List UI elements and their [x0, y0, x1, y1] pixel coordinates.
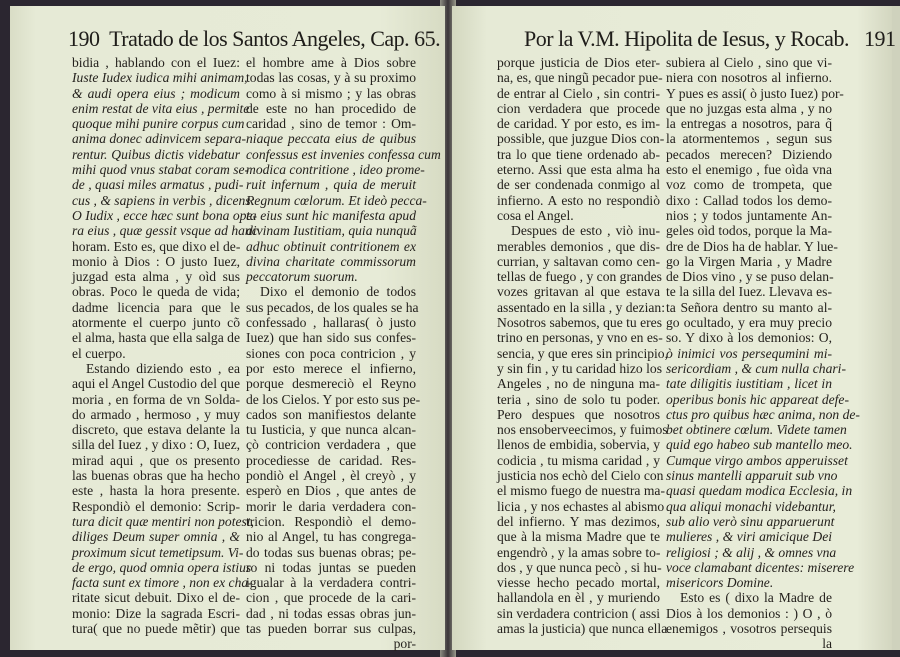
text-line: cus , & sapiens in verbis , dicens:	[72, 192, 256, 208]
text-line: O Iudix , ecce hæc sunt bona ope-	[72, 207, 257, 223]
text-line: el alma, hasta que ella salga de	[72, 330, 240, 346]
text-line: morir le daria verdadera con-	[246, 498, 416, 514]
text-line: ta eius sunt hic manifesta apud	[246, 207, 416, 223]
text-line: pondiò el Angel , èl creyò , y	[246, 468, 416, 484]
text-line: Iuste Iudex iudica mihi animam,	[72, 70, 248, 86]
text-line: proximum sicut temetipsum. Vi-	[72, 544, 244, 560]
right-page	[452, 6, 896, 652]
text-line: hallandola en èl , y muriendo	[497, 590, 660, 606]
text-line: adhuc obtinuit contritionem ex	[246, 238, 416, 254]
text-line: facta sunt ex timore , non ex cha-	[72, 575, 253, 591]
text-line: cion , que procede de la cari-	[246, 590, 416, 606]
text-line: todas las cosas, y à su proximo	[246, 70, 416, 86]
text-line: ruit infernum , quia de meruit	[246, 177, 416, 193]
text-line: sub alio verò sinu apparuerunt	[666, 513, 835, 529]
text-line: peccatorum suorum.	[246, 269, 358, 285]
text-line: religiosi ; & alij , & omnes vna	[666, 544, 837, 560]
text-line: tu Iusticia, y que nunca alcan-	[246, 422, 416, 438]
text-line: ta Señora dentro su manto al-	[666, 299, 832, 315]
text-line: enemigos , vosotros persequis	[666, 620, 832, 636]
left-running-head	[68, 26, 440, 52]
text-line: confessado , hallaras( ò justo	[246, 315, 416, 331]
text-line: llenos de embidia, sobervia, y	[497, 437, 660, 453]
text-line: çò contricion verdadera , que	[246, 437, 416, 453]
page-number: 190	[68, 26, 100, 51]
text-line: go ocultado, y era muy precio	[666, 315, 832, 331]
text-line: tricion. Respondiò el demo-	[246, 513, 416, 529]
text-line: Iuez) que han sido sus confes-	[246, 330, 416, 346]
text-line: licia , y nos echastes al abismo	[497, 498, 665, 514]
text-line: ro ni todas juntas se pueden	[246, 559, 416, 575]
text-line: geles oìd todos, porque la Ma-	[666, 223, 832, 239]
text-line: enim restat de vita eius , permite	[72, 100, 250, 116]
text-line: de ser condenada conmigo al	[497, 177, 660, 193]
text-line: codicia , tu misma caridad , y	[497, 452, 660, 468]
text-line: Angeles , no de ninguna ma-	[497, 376, 660, 392]
text-line: del infierno. Y mas dezimos,	[497, 513, 660, 529]
text-line: y sin fin , y tu caridad hizo los	[497, 360, 662, 376]
text-line: sus pecados, de los quales se ha	[246, 299, 419, 315]
text-line: do armado , hermoso , y muy	[72, 406, 240, 422]
text-line: aqui el Angel Custodio del que	[72, 376, 241, 392]
page-number: 191	[863, 26, 896, 51]
text-line: Esto es ( dixo la Madre de	[680, 590, 832, 606]
text-line: discreto, que estava delante la	[72, 422, 240, 438]
text-line: el mismo fuego de nuestra ma-	[497, 483, 665, 499]
text-line: obras. Poco le queda de vida;	[72, 284, 240, 300]
text-line: assentado en la silla , y dezian:	[497, 299, 665, 315]
text-line: las buenas obras que ha hecho	[72, 468, 240, 484]
text-line: voce clamabant dicentes: miserere	[666, 559, 855, 575]
running-head-title: Por la V.M. Hipolita de Iesus, y Rocab.	[524, 26, 849, 51]
text-line: atormente el cuerpo junto cõ	[72, 315, 240, 331]
text-line: Pero despues que nosotros	[497, 406, 660, 422]
text-line: Estando diziendo esto , ea	[86, 360, 240, 376]
text-line: esperò en Dios , que antes de	[246, 483, 416, 499]
text-line: na, es, que ningũ pecador pue-	[497, 70, 663, 86]
text-line: igualar à la verdadera contri-	[246, 575, 416, 591]
text-line: nios ; y todos juntamente An-	[666, 207, 832, 223]
text-line: teria , sino de solo tu poder.	[497, 391, 660, 407]
text-line: tra lo que tiene ordenado ab-	[497, 146, 660, 162]
text-line: niaque peccata eius de quibus	[246, 131, 416, 147]
text-line: que à la misma Madre que te	[497, 529, 660, 545]
text-line: subiera al Cielo , sino que vi-	[666, 55, 832, 70]
text-line: cados son manifiestos delante	[246, 406, 416, 422]
text-line: bidia , hablando con el Iuez:	[72, 55, 240, 70]
text-line: tura dicit quæ mentiri non potest,	[72, 513, 255, 529]
text-line: el hombre ame à Dios sobre	[246, 55, 416, 70]
text-line: el cuerpo.	[72, 345, 126, 361]
text-line: & audi opera eius ; modicum	[72, 85, 240, 101]
text-line: dos , y que nunca pecò , si hu-	[497, 559, 662, 575]
text-line: quasi quedam modica Ecclesia, in	[666, 483, 853, 499]
text-line: cosa el Angel.	[497, 207, 574, 223]
text-line: de Dios vino , y se puso delan-	[666, 269, 834, 285]
text-line: eterno. Assi que esta alma ha	[497, 162, 660, 178]
text-line: mirad aqui , que os presento	[72, 452, 240, 468]
right-column-1	[497, 55, 669, 636]
text-line: tas pueden borrar sus culpas,	[246, 620, 416, 636]
left-column-1	[72, 55, 258, 636]
text-line: trino en personas, y vno en es-	[497, 330, 663, 346]
text-line: merables demonios , que dis-	[497, 238, 660, 254]
text-line: confessus est invenies confessa cum	[246, 146, 441, 162]
text-line: quoque mihi punire corpus cum	[72, 116, 245, 132]
text-line: monio à Dios : O justo Iuez,	[72, 253, 240, 269]
text-line: Y pues es assi( ò justo Iuez) por-	[666, 85, 844, 101]
text-line: divinam Iustitiam, quia nunquã	[246, 223, 417, 239]
text-line: moria , en forma de vn Solda-	[72, 391, 240, 407]
text-line: diliges Deum super omnia , &	[72, 529, 240, 545]
text-line: procediesse de caridad. Res-	[246, 452, 416, 468]
text-line: justicia nos echò del Cielo con	[497, 468, 664, 484]
text-line: la atormentemos , segun sus	[666, 131, 832, 147]
text-line: Dios à los demonios : ) O , ò	[666, 605, 832, 621]
text-line: tura( que no puede mẽtir) que	[72, 620, 240, 636]
text-line: de ergo, quod omnia opera istius	[72, 559, 252, 575]
text-line: operibus bonis hic appareat defe-	[666, 391, 849, 407]
text-line: Despues de esto , viò inu-	[511, 223, 660, 239]
text-line: amas la justicia) que nunca ella	[497, 620, 668, 636]
text-line: esto el enemigo , fue oìda vna	[666, 162, 832, 178]
text-line: Respondiò el demonio: Scrip-	[72, 498, 240, 514]
text-line: horam. Esto es, que dixo el de-	[72, 238, 241, 254]
text-line: qua aliqui monachi videbantur,	[666, 498, 836, 514]
text-line: de caridad. Y por esto, es im-	[497, 116, 660, 132]
text-line: porque justicia de Dios eter-	[497, 55, 660, 70]
text-line: bet obtinere cœlum. Videte tamen	[666, 422, 847, 438]
text-line: de este no han procedido de	[246, 100, 416, 116]
text-line: currian, y saltavan como cen-	[497, 253, 660, 269]
text-line: rentur. Quibus dictis videbatur	[72, 146, 240, 162]
text-line: niera con nosotros al infierno.	[666, 70, 832, 86]
text-line: Nosotros sabemos, que tu eres	[497, 315, 662, 331]
text-line: vozes gritavan al que estava	[497, 284, 660, 300]
text-line: tate diligitis iustitiam , licet in	[666, 376, 832, 392]
text-line: silla del Iuez , y dixo : O, Iuez,	[72, 437, 240, 453]
text-line: dixo : Callad todos los demo-	[666, 192, 832, 208]
text-line: dadme licencia para que le	[72, 299, 240, 315]
text-line: ritate sicut debuit. Dixo el de-	[72, 590, 240, 606]
text-line: voz como de trompeta, que	[666, 177, 832, 193]
text-line: misericors Domine.	[666, 575, 774, 591]
text-line: Regnum cœlorum. Et ideò pecca-	[246, 192, 427, 208]
text-line: sinus mantelli apparuit sub vno	[666, 468, 838, 484]
text-line: tellas de fuego , y con grandes	[497, 269, 662, 285]
text-line: so. Y dixo à los demonios: O,	[666, 330, 832, 346]
text-line: engendrò , y la amas sobre to-	[497, 544, 661, 560]
text-line: pecados merecen? Diziendo	[666, 146, 832, 162]
text-line: Cumque virgo ambos apperuisset	[666, 452, 848, 468]
text-line: ra eius , quæ gessit vsque ad hanc	[72, 223, 258, 239]
text-line: mihi quod vnus stabat coram se-	[72, 162, 250, 178]
text-line: mulieres , & viri amicique Dei	[666, 529, 832, 545]
text-line: dre de Dios ha de hablar. Y lue-	[666, 238, 838, 254]
right-column-2	[666, 55, 860, 652]
text-line: sencia, y que eres sin principio,	[497, 345, 669, 361]
text-line: modica contritione , ideo prome-	[246, 162, 425, 178]
text-line: que no juzgas esta alma , y no	[666, 100, 832, 116]
text-line: de , quasi miles armatus , pudi-	[72, 177, 244, 193]
text-line: como à si mismo ; y las obras	[246, 85, 416, 101]
text-line: este , hasta la hora presente.	[72, 483, 240, 499]
text-line: do todas sus buenas obras; pe-	[246, 544, 416, 560]
text-line: siones con poca contricion , y	[246, 345, 416, 361]
left-column-2	[246, 55, 441, 652]
running-head-title: Tratado de los Santos Angeles, Cap. 65.	[109, 26, 441, 51]
text-line: la entregas a nosotros, para q̃	[666, 116, 832, 132]
text-line: por-	[393, 636, 416, 652]
text-line: anima donec adinvicem separa-	[72, 131, 247, 147]
text-line: divina charitate commissorum	[246, 253, 416, 269]
text-line: possible, que juzgue Dios con-	[497, 131, 665, 147]
text-line: Dixo el demonio de todos	[260, 284, 416, 300]
text-line: sericordiam , & cum nulla chari-	[666, 360, 846, 376]
text-line: dad , ni todas essas obras jun-	[246, 605, 416, 621]
left-page	[10, 6, 445, 650]
text-line: ò inimici vos persequmini mi-	[666, 345, 832, 361]
text-line: cion verdadera que procede	[497, 100, 660, 116]
text-line: sin verdadera contricion ( assi	[497, 605, 661, 621]
text-line: por esto merece el infierno,	[246, 360, 416, 376]
text-line: go la Virgen Maria , y Madre	[666, 253, 832, 269]
text-line: infierno. A esto no respondiò	[497, 192, 660, 208]
page-edge	[892, 6, 900, 650]
right-running-head	[524, 26, 895, 52]
text-line: la	[822, 636, 832, 652]
text-line: porque desmereciò el Reyno	[246, 376, 416, 392]
text-line: quid ego habeo sub mantello meo.	[666, 437, 853, 453]
text-line: nos ensoberveecimos, y fuimos	[497, 422, 668, 438]
text-line: te la silla del Iuez. Llevava es-	[666, 284, 832, 300]
text-line: nio al Angel, tu has congrega-	[246, 529, 416, 545]
text-line: de los Cielos. Y por esto sus pe-	[246, 391, 421, 407]
text-line: viesse hecho pecado mortal,	[497, 575, 660, 591]
text-line: juzgad esta alma , y oìd sus	[72, 269, 240, 285]
text-line: ctus pro quibus hæc anima, non de-	[666, 406, 860, 422]
text-line: de entrar al Cielo , sin contri-	[497, 85, 660, 101]
text-line: monio: Dize la sagrada Escri-	[72, 605, 240, 621]
text-line: caridad , sino de temor : Om-	[246, 116, 416, 132]
